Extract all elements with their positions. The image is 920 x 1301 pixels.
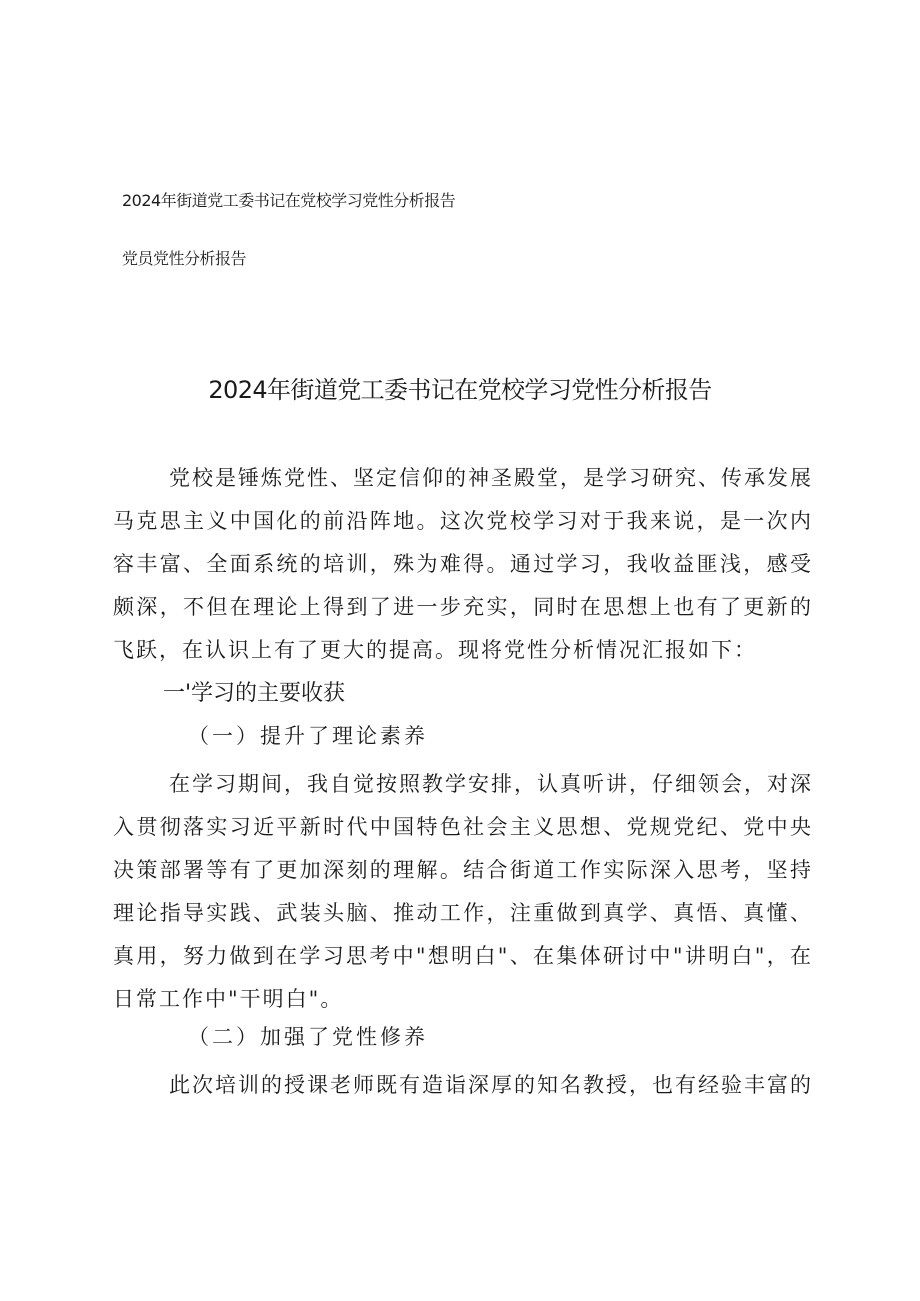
intro-paragraph: 党校是锤炼党性、坚定信仰的神圣殿堂，是学习研究、传承发展马克思主义中国化的前沿阵地。这次党校学习对于我来说，是一次内容丰富、全面系统的培训，殊为难得。通过学习，我收益匪浅，感受颇深，不但在理论上得到了进一步充实，同时在思想上也有了更新的飞跃，在认识上有了更大的提高。现将党性分析情况汇报如下： xyxy=(113,466,813,662)
party-spirit-paragraph: 此次培训的授课老师既有造诣深厚的知名教授，也有经验丰富的 xyxy=(169,1073,813,1097)
subsection-heading-theory: （一）提升了理论素养 xyxy=(188,724,428,748)
toc-item-member-report: 党员党性分析报告 xyxy=(122,249,247,268)
toc-item-report-title: 2024年街道党工委书记在党校学习党性分析报告 xyxy=(122,191,456,210)
document-title: 2024年街道党工委书记在党校学习党性分析报告 xyxy=(208,376,712,404)
theory-paragraph: 在学习期间，我自觉按照教学安排，认真听讲，仔细领会，对深入贯彻落实习近平新时代中国特色社会主义思想、党规党纪、党中央决策部署等有了更加深刻的理解。结合街道工作实际深入思考，坚持理论指导实践、武装头脑、推动工作，注重做到真学、真悟、真懂、真用，努力做到在学习思考中"想明白"、在集体研讨中"讲明白"，在日常工作中"干明白"。 xyxy=(113,772,813,1011)
subsection-heading-party-spirit: （二）加强了党性修养 xyxy=(188,1025,428,1049)
section-heading-main-gains: 一'学习的主要收获 xyxy=(163,681,346,706)
